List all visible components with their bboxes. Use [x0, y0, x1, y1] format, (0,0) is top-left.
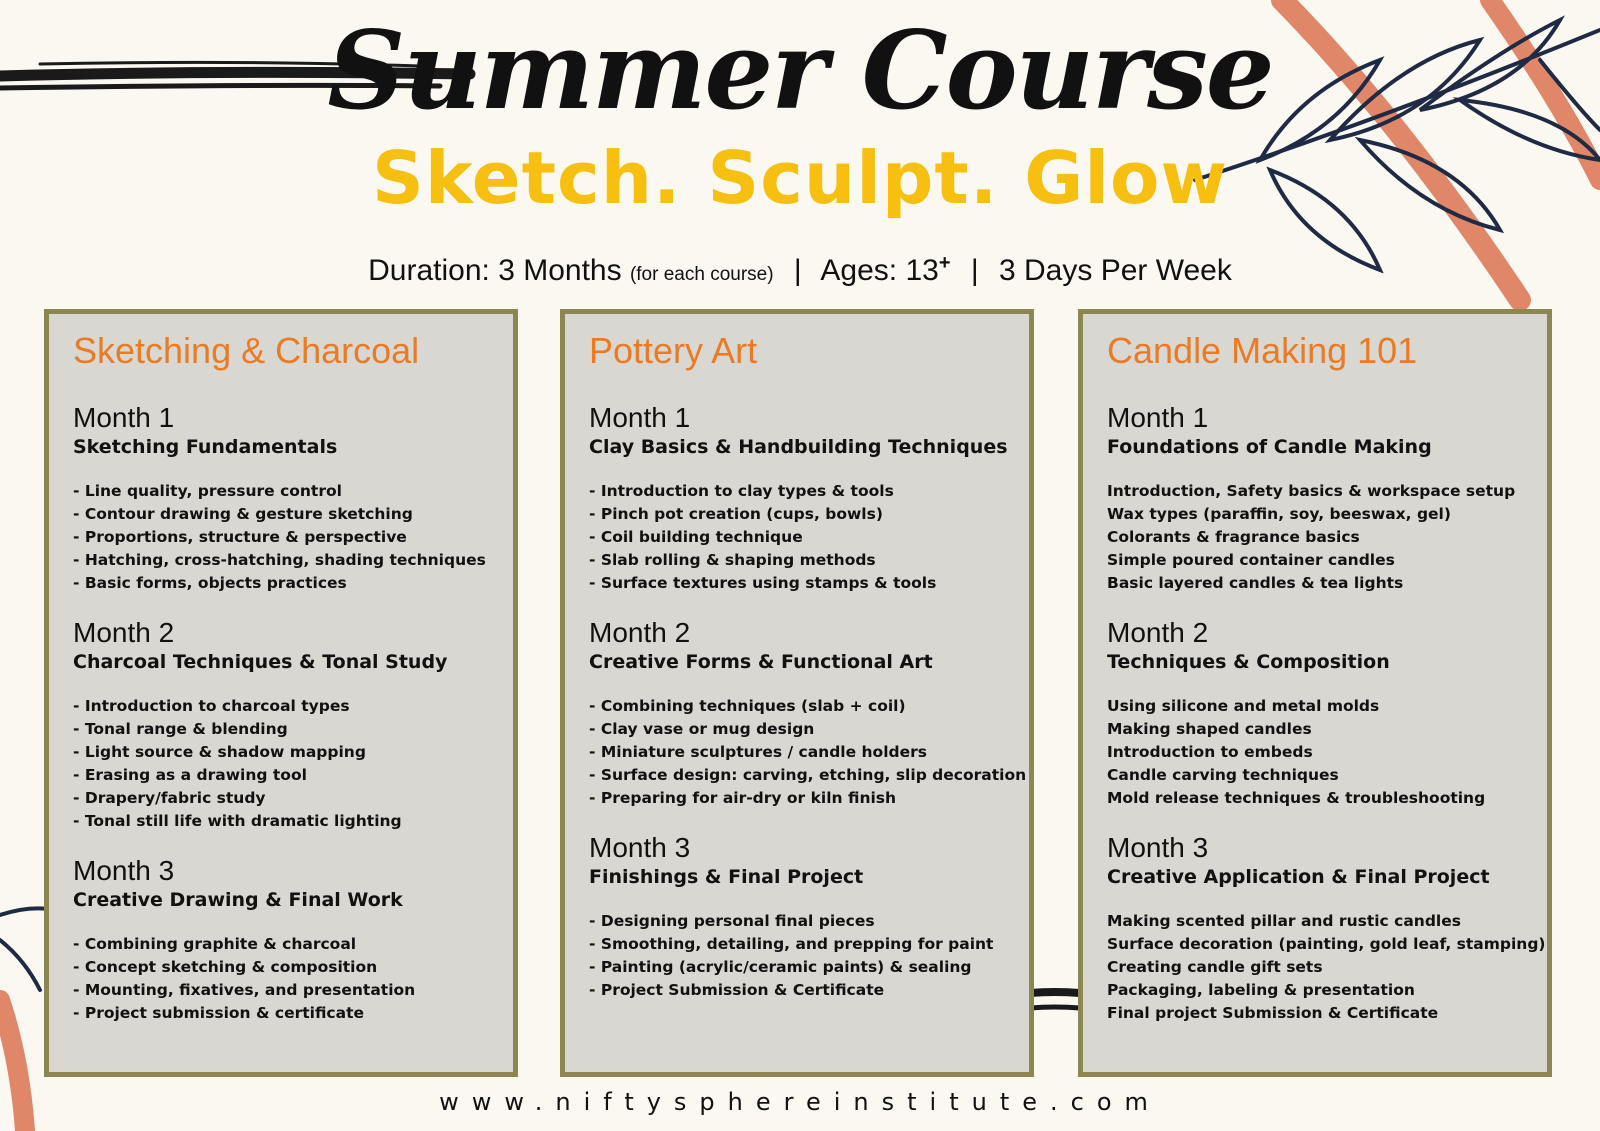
- topic-item: Mold release techniques & troubleshooting: [1107, 789, 1486, 807]
- topic-list: [73, 480, 491, 595]
- month-label: Month 1: [589, 402, 691, 433]
- topic-item: Using silicone and metal molds: [1107, 697, 1380, 715]
- topic-item: Packaging, labeling & presentation: [1107, 981, 1415, 999]
- month-section: [73, 855, 491, 1025]
- topic-item: - Coil building technique: [589, 528, 803, 546]
- course-info: [0, 252, 1600, 288]
- page-title: Summer Course: [327, 8, 1273, 134]
- month-section: [73, 617, 491, 833]
- course-title: Sketching & Charcoal: [73, 330, 420, 371]
- topic-item: - Pinch pot creation (cups, bowls): [589, 505, 883, 523]
- topic-item: - Painting (acrylic/ceramic paints) & sealing: [589, 958, 972, 976]
- topic-item: Candle carving techniques: [1107, 766, 1339, 784]
- month-label: Month 1: [73, 402, 175, 433]
- topic-item: - Erasing as a drawing tool: [73, 766, 307, 784]
- topic-list: [589, 480, 1007, 595]
- course-card-sketching: [44, 309, 518, 1077]
- topic-item: - Contour drawing & gesture sketching: [73, 505, 413, 523]
- topic-item: - Smoothing, detailing, and prepping for paint: [589, 935, 994, 953]
- topic-item: - Combining techniques (slab + coil): [589, 697, 906, 715]
- topic-item: - Surface textures using stamps & tools: [589, 574, 937, 592]
- topic-item: - Introduction to clay types & tools: [589, 482, 894, 500]
- topic-item: - Basic forms, objects practices: [73, 574, 347, 592]
- topic-item: - Miniature sculptures / candle holders: [589, 743, 927, 761]
- ages-text: Ages: 13: [820, 254, 939, 287]
- topic-item: - Project submission & certificate: [73, 1004, 365, 1022]
- topic-list: [589, 695, 1027, 810]
- topic-item: Surface decoration (painting, gold leaf, stamping): [1107, 935, 1546, 953]
- tagline: Sketch. Sculpt. Glow: [371, 136, 1228, 220]
- topic-item: Final project Submission & Certificate: [1107, 1004, 1439, 1022]
- frequency-text: 3 Days Per Week: [998, 254, 1232, 287]
- month-subtitle: Sketching Fundamentals: [73, 436, 338, 458]
- topic-item: Making shaped candles: [1107, 720, 1312, 738]
- month-section: [73, 402, 491, 595]
- month-label: Month 1: [1107, 402, 1209, 433]
- ages-plus: +: [938, 252, 951, 274]
- topic-item: - Hatching, cross-hatching, shading techniques: [73, 551, 486, 569]
- topic-list: [1107, 910, 1546, 1025]
- month-section: [589, 617, 1027, 810]
- topic-item: - Clay vase or mug design: [589, 720, 815, 738]
- topic-item: Introduction to embeds: [1107, 743, 1313, 761]
- topic-item: - Drapery/fabric study: [73, 789, 266, 807]
- topic-list: [73, 933, 491, 1025]
- topic-item: Making scented pillar and rustic candles: [1107, 912, 1461, 930]
- month-subtitle: Creative Application & Final Project: [1107, 866, 1490, 888]
- month-label: Month 3: [1107, 832, 1209, 863]
- topic-list: [1107, 480, 1525, 595]
- info-separator: |: [793, 254, 802, 287]
- topic-item: - Mounting, fixatives, and presentation: [73, 981, 416, 999]
- website-url: www.niftysphereinstitute.com: [439, 1088, 1161, 1116]
- topic-item: - Combining graphite & charcoal: [73, 935, 357, 953]
- topic-item: - Light source & shadow mapping: [73, 743, 366, 761]
- brush-stroke-middle: [1030, 992, 1080, 1008]
- duration-text: Duration: 3 Months: [368, 254, 622, 287]
- duration-note: (for each course): [629, 264, 774, 285]
- course-card-pottery: [560, 309, 1034, 1077]
- month-section: [1107, 832, 1546, 1025]
- month-subtitle: Finishings & Final Project: [589, 866, 864, 888]
- month-section: [589, 832, 1007, 1002]
- topic-item: - Concept sketching & composition: [73, 958, 378, 976]
- month-subtitle: Creative Forms & Functional Art: [589, 651, 933, 673]
- topic-list: [1107, 695, 1525, 810]
- topic-item: - Preparing for air-dry or kiln finish: [589, 789, 897, 807]
- topic-list: [589, 910, 1007, 1002]
- topic-item: Wax types (paraffin, soy, beeswax, gel): [1107, 505, 1451, 523]
- info-separator: |: [970, 254, 979, 287]
- topic-item: - Tonal still life with dramatic lighting: [73, 812, 402, 830]
- topic-item: - Slab rolling & shaping methods: [589, 551, 876, 569]
- topic-item: Basic layered candles & tea lights: [1107, 574, 1404, 592]
- topic-item: Introduction, Safety basics & workspace setup: [1107, 482, 1516, 500]
- month-section: [589, 402, 1007, 595]
- topic-item: Colorants & fragrance basics: [1107, 528, 1360, 546]
- month-label: Month 2: [589, 617, 691, 648]
- month-subtitle: Techniques & Composition: [1107, 651, 1390, 673]
- topic-item: - Proportions, structure & perspective: [73, 528, 407, 546]
- topic-item: - Introduction to charcoal types: [73, 697, 350, 715]
- topic-list: [73, 695, 491, 833]
- topic-item: Creating candle gift sets: [1107, 958, 1323, 976]
- month-subtitle: Creative Drawing & Final Work: [73, 889, 403, 911]
- course-title: Pottery Art: [589, 330, 758, 371]
- month-label: Month 2: [73, 617, 175, 648]
- month-label: Month 3: [589, 832, 691, 863]
- month-section: [1107, 617, 1525, 810]
- topic-item: - Project Submission & Certificate: [589, 981, 885, 999]
- topic-item: Simple poured container candles: [1107, 551, 1395, 569]
- month-section: [1107, 402, 1525, 595]
- month-label: Month 3: [73, 855, 175, 886]
- course-card-candle: [1078, 309, 1552, 1077]
- topic-item: - Surface design: carving, etching, slip decoration: [589, 766, 1027, 784]
- topic-item: - Line quality, pressure control: [73, 482, 342, 500]
- month-subtitle: Charcoal Techniques & Tonal Study: [73, 651, 448, 673]
- course-title: Candle Making 101: [1107, 330, 1418, 371]
- month-subtitle: Clay Basics & Handbuilding Techniques: [589, 436, 1008, 458]
- month-subtitle: Foundations of Candle Making: [1107, 436, 1432, 458]
- topic-item: - Designing personal final pieces: [589, 912, 875, 930]
- topic-item: - Tonal range & blending: [73, 720, 288, 738]
- month-label: Month 2: [1107, 617, 1209, 648]
